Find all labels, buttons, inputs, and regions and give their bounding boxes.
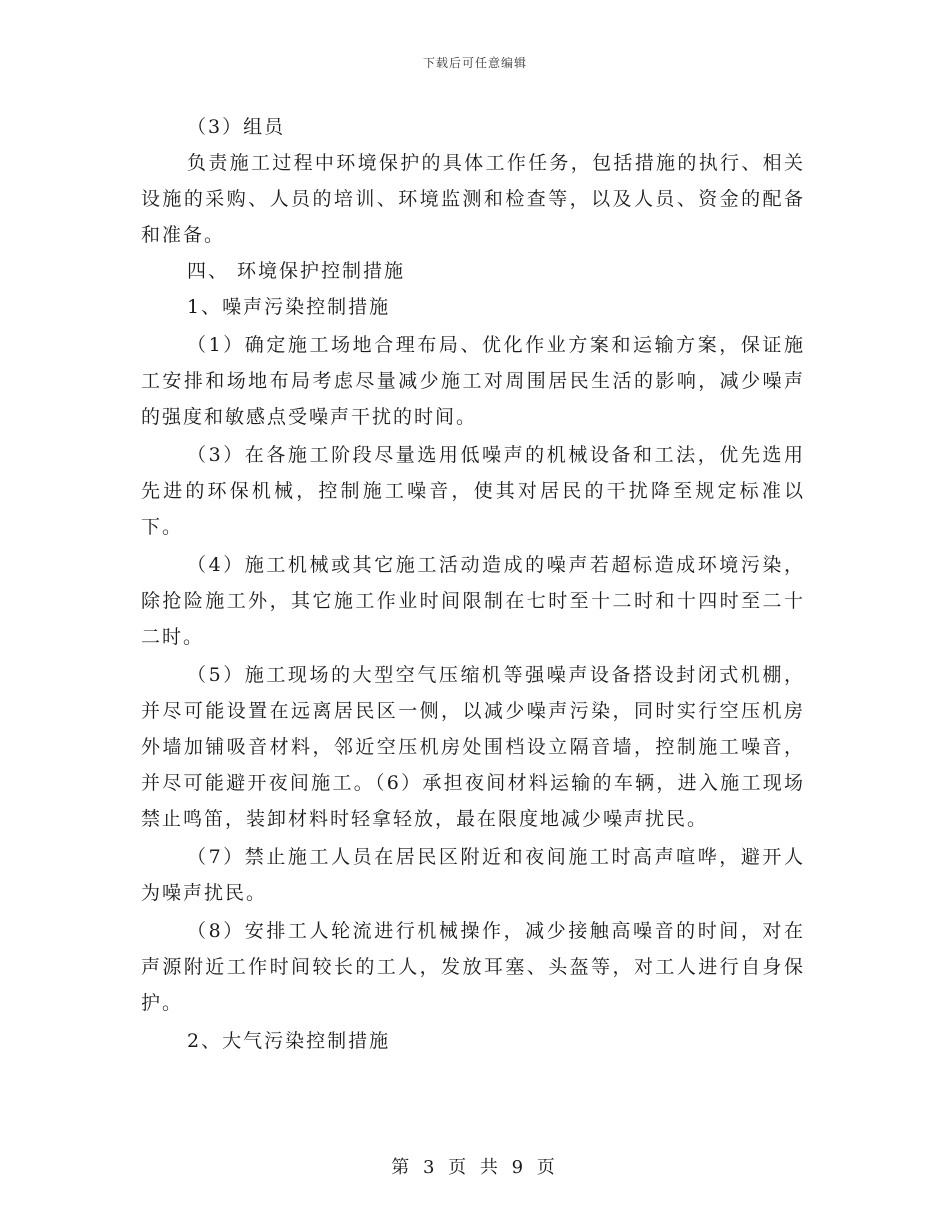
subsection-heading-air-control: 2、大气污染控制措施 bbox=[187, 1030, 391, 1052]
paragraph-noise-3: （3）在各施工阶段尽量选用低噪声的机械设备和工法，优先选用先进的环保机械，控制施工噪音，使其对居民的干扰降至规定标准以下。 bbox=[141, 444, 805, 538]
section-heading-members: （3）组员 bbox=[187, 116, 286, 138]
subsection-heading-noise-control: 1、噪声污染控制措施 bbox=[187, 296, 391, 318]
section-heading-environmental-measures: 四、 环境保护控制措施 bbox=[187, 260, 406, 282]
paragraph-noise-1: （1）确定施工场地合理布局、优化作业方案和运输方案，保证施工安排和场地布局考虑尽量减少施工对周围居民生活的影响，减少噪声的强度和敏感点受噪声干扰的时间。 bbox=[141, 334, 805, 428]
paragraph-noise-8: （8）安排工人轮流进行机械操作，减少接触高噪音的时间，对在声源附近工作时间较长的工人，发放耳塞、头盔等，对工人进行自身保护。 bbox=[141, 920, 805, 1014]
paragraph-noise-5-6: （5）施工现场的大型空气压缩机等强噪声设备搭设封闭式机棚，并尽可能设置在远离居民区一侧，以减少噪声污染，同时实行空压机房外墙加铺吸音材料，邻近空压机房处围档设立隔音墙，控制施工噪音，并尽可能避开夜间施工。（6）承担夜间材料运输的车辆，进入施工现场禁止鸣笛，装卸材料时轻拿轻放，最在限度地减少噪声扰民。 bbox=[141, 664, 805, 830]
paragraph-noise-4: （4）施工机械或其它施工活动造成的噪声若超标造成环境污染，除抢险施工外，其它施工作业时间限制在七时至十二时和十四时至二十二时。 bbox=[141, 554, 805, 648]
page-header-note: 下载后可任意编辑 bbox=[422, 56, 527, 70]
page-number: 第 3 页 共 9 页 bbox=[391, 1157, 559, 1178]
paragraph-noise-7: （7）禁止施工人员在居民区附近和夜间施工时高声喧哗，避开人为噪声扰民。 bbox=[141, 846, 805, 904]
paragraph-members-duties: 负责施工过程中环境保护的具体工作任务，包括措施的执行、相关设施的采购、人员的培训、环境监测和检查等，以及人员、资金的配备和准备。 bbox=[141, 152, 805, 246]
document-body bbox=[141, 109, 805, 1059]
